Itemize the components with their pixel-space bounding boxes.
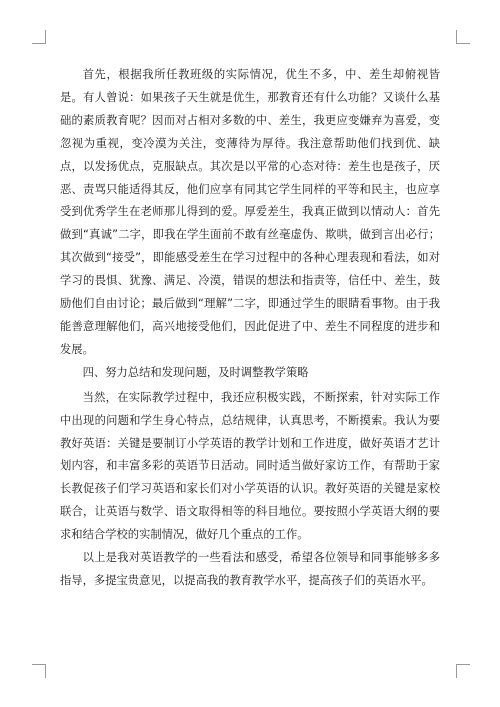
paragraph-student-care: 首先，根据我所任教班级的实际情况，优生不多，中、差生却俯视皆是。有人曾说：如果孩子天生就是优生，那教育还有什么功能？又谈什么基础的素质教育呢？因而对占相对多数的中、差生，我更应变嫌弃为喜爱，变忽视为重视，变冷漠为关注，变薄待为厚待。我注意帮助他们找到优、缺点，以发扬优点，克服缺点。其次是以平常的心态对待：差生也是孩子，厌恶、责骂只能适得其反，他们应享有同其它学生同样的平等和民主，也应享受到优秀学生在老师那儿得到的爱。厚爱差生，我真正做到以情动人：首先做到“真诚”二字，即我在学生面前不敢有丝毫虚伪、欺哄，做到言出必行；其次做到“接受”，即能感受差生在学习过程中的各种心理表现和看法，如对学习的畏惧、犹豫、满足、冷漠，错误的想法和指责等，信任中、差生，鼓励他们自由讨论；最后做到“理解”二字，即通过学生的眼睛看事物。由于我能善意理解他们，高兴地接受他们，因此促进了中、差生不同程度的进步和发展。	[60, 68, 440, 356]
crop-mark-bottom-right	[456, 664, 470, 678]
section-heading: 四、努力总结和发现问题，及时调整教学策略	[82, 365, 309, 379]
crop-mark-top-right	[456, 30, 470, 44]
crop-mark-top-left	[32, 30, 46, 44]
paragraph-conclusion: 以上是我对英语教学的一些看法和感受，希望各位领导和同事能够多多指导，多提宝贵意见，以提高我的教育教学水平，提高孩子们的英语水平。	[60, 551, 440, 587]
document-body	[60, 64, 440, 593]
crop-mark-bottom-left	[32, 664, 46, 678]
paragraph-teaching-practice: 当然，在实际教学过程中，我还应积极实践，不断探索，针对实际工作中出现的问题和学生身心特点，总结规律，认真思考，不断摸索。我认为要教好英语：关键是要制订小学英语的教学计划和工作进度，做好英语才艺计划内容，和丰富多彩的英语节日活动。同时适当做好家访工作，有帮助于家长教促孩子们学习英语和家长们对小学英语的认识。教好英语的关键是家校联合，让英语与数学、语文取得相等的科目地位。要按照小学英语大纲的要求和结合学校的实制情况，做好几个重点的工作。	[60, 390, 440, 542]
